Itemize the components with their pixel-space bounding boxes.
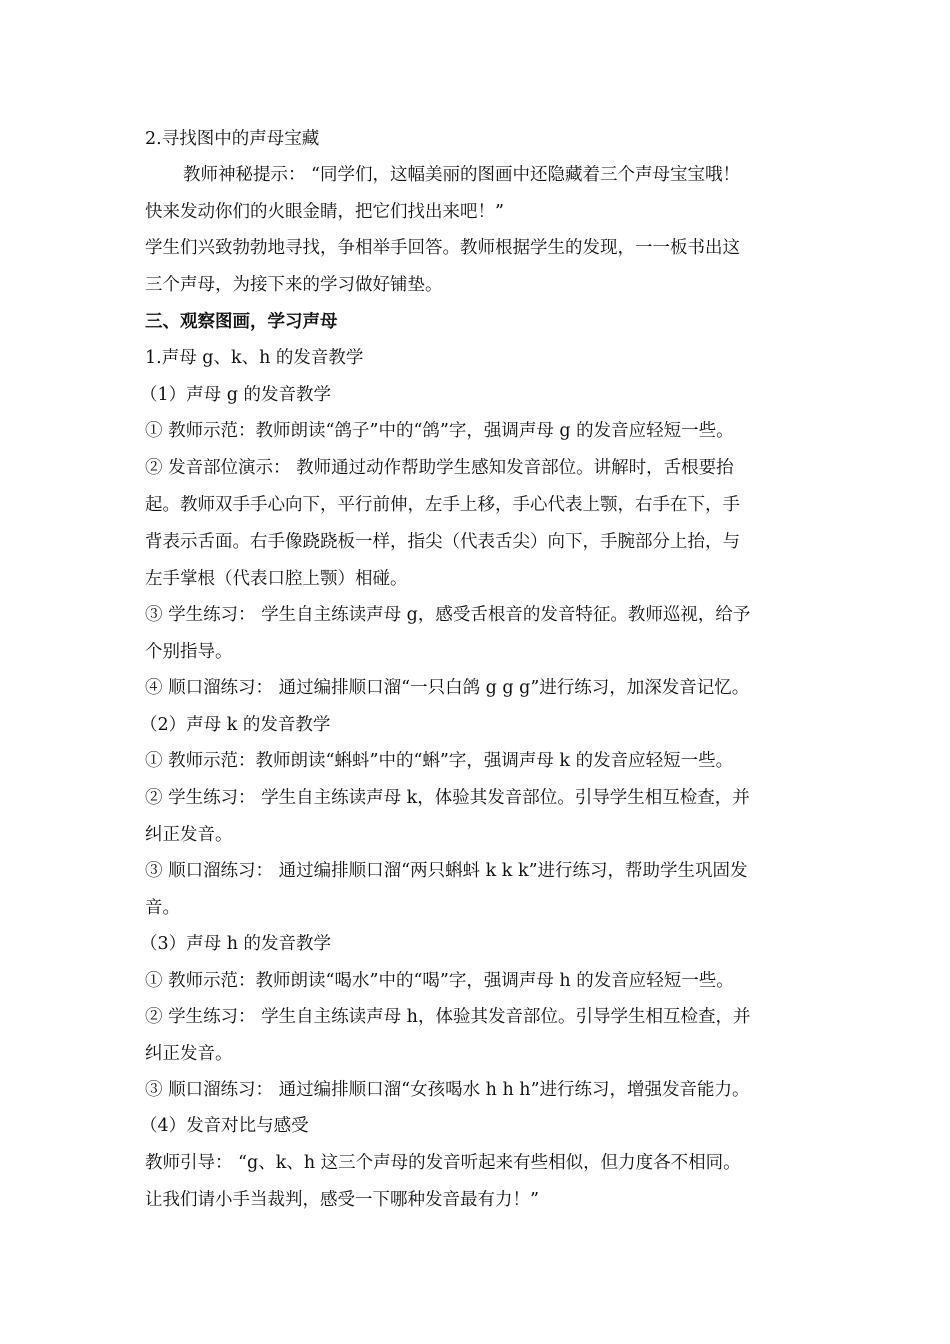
paragraph-line: 个别指导。 (145, 642, 233, 662)
list-item: ① 教师示范：教师朗读“蝌蚪”中的“蝌”字，强调声母 k 的发音应轻短一些。 (145, 751, 734, 771)
paragraph-line: 学生们兴致勃勃地寻找，争相举手回答。教师根据学生的发现，一一板书出这 (145, 238, 740, 258)
paragraph-line: 音。 (145, 898, 180, 918)
list-item: ④ 顺口溜练习： 通过编排顺口溜“一只白鸽 g g g”进行练习，加深发音记忆。 (145, 678, 750, 698)
list-item: ① 教师示范：教师朗读“喝水”中的“喝”字，强调声母 h 的发音应轻短一些。 (145, 971, 734, 991)
list-item: ③ 顺口溜练习： 通过编排顺口溜“女孩喝水 h h h”进行练习，增强发音能力。 (145, 1080, 750, 1100)
paragraph-line: 教师神秘提示： “同学们，这幅美丽的图画中还隐藏着三个声母宝宝哦！ (183, 165, 741, 185)
subsection-heading: （3）声母 h 的发音教学 (140, 934, 332, 954)
subsection-heading: （2）声母 k 的发音教学 (140, 715, 331, 735)
paragraph-line: 左手掌根（代表口腔上颚）相碰。 (145, 569, 408, 589)
subsection-heading: （4）发音对比与感受 (140, 1116, 309, 1136)
list-item: ② 学生练习： 学生自主练读声母 k，体验其发音部位。引导学生相互检查，并 (145, 788, 750, 808)
paragraph-line: 三个声母，为接下来的学习做好铺垫。 (145, 275, 443, 295)
section-heading: 1.声母 g、k、h 的发音教学 (145, 348, 364, 368)
paragraph-line: 让我们请小手当裁判，感受一下哪种发音最有力！” (145, 1190, 539, 1210)
paragraph-line: 背表示舌面。右手像跷跷板一样，指尖（代表舌尖）向下，手腕部分上抬，与 (145, 532, 740, 552)
list-item: ② 学生练习： 学生自主练读声母 h，体验其发音部位。引导学生相互检查，并 (145, 1007, 751, 1027)
paragraph-line: 快来发动你们的火眼金睛，把它们找出来吧！” (145, 202, 504, 222)
paragraph-line: 教师引导： “g、k、h 这三个声母的发音听起来有些相似，但力度各不相同。 (145, 1153, 741, 1173)
paragraph-line: 纠正发音。 (145, 825, 233, 845)
section-heading: 2.寻找图中的声母宝藏 (145, 129, 320, 149)
paragraph-line: 起。教师双手手心向下，平行前伸，左手上移，手心代表上颚，右手在下，手 (145, 495, 740, 515)
list-item: ③ 顺口溜练习： 通过编排顺口溜“两只蝌蚪 k k k”进行练习，帮助学生巩固发 (145, 861, 748, 881)
list-item: ② 发音部位演示： 教师通过动作帮助学生感知发音部位。讲解时，舌根要抬 (145, 458, 734, 478)
list-item: ① 教师示范：教师朗读“鸽子”中的“鸽”字，强调声母 g 的发音应轻短一些。 (145, 421, 734, 441)
list-item: ③ 学生练习： 学生自主练读声母 g，感受舌根音的发音特征。教师巡视，给予 (145, 605, 751, 625)
subsection-heading: （1）声母 g 的发音教学 (140, 385, 331, 405)
paragraph-line: 纠正发音。 (145, 1044, 233, 1064)
chapter-heading: 三、观察图画，学习声母 (145, 312, 338, 332)
